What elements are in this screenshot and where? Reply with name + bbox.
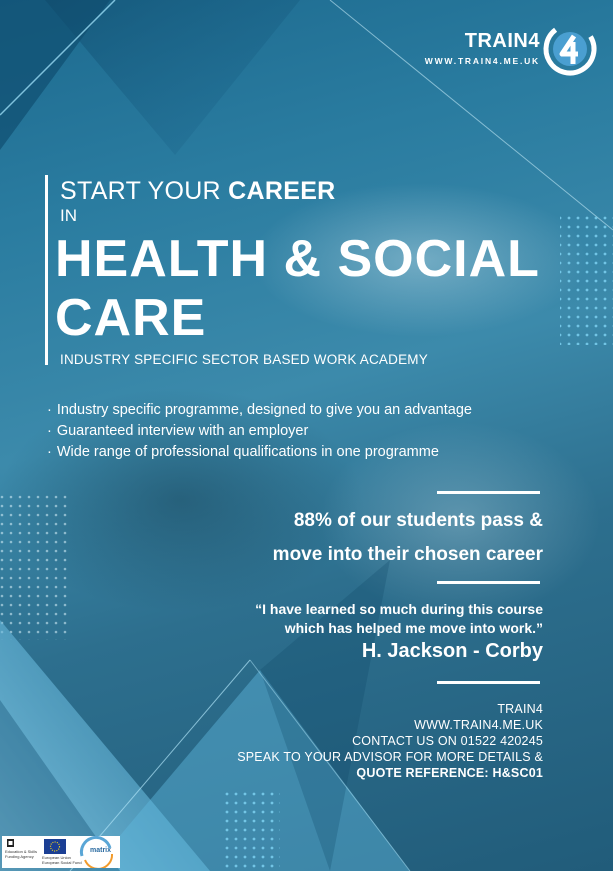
page-subtitle: INDUSTRY SPECIFIC SECTOR BASED WORK ACADEMY [60, 352, 428, 367]
benefits-list [47, 400, 472, 463]
divider [437, 681, 540, 684]
eu-name-line-1: European Union [42, 855, 71, 860]
headline-intro-bold: CAREER [228, 177, 336, 205]
esfa-name-line-1: Education & Skills [5, 849, 38, 854]
list-item: · Industry specific programme, designed to give you an advantage [47, 400, 472, 421]
testimonial-author: H. Jackson - Corby [361, 640, 543, 662]
headline-intro-light: START YOUR [60, 177, 221, 205]
eu-name-line-2: European Social Fund [42, 860, 82, 865]
partner-logos [2, 836, 120, 868]
divider [437, 581, 540, 584]
dots-pattern-bottom [220, 790, 280, 871]
testimonial-quote-line-1: “I have learned so much during this course [255, 601, 543, 617]
testimonial-quote-line-2: which has helped me move into work.” [284, 620, 543, 636]
train4-logo-icon [540, 18, 600, 80]
stat-line-1: 88% of our students pass & [293, 510, 543, 531]
contact-block [237, 701, 543, 781]
contact-url-link[interactable]: WWW.TRAIN4.ME.UK [414, 718, 543, 732]
headline-accent-bar [45, 175, 48, 365]
page-title-line-1: HEALTH & SOCIAL [55, 230, 540, 288]
contact-phone[interactable]: CONTACT US ON 01522 420245 [352, 734, 543, 748]
matrix-name: matrix [90, 847, 112, 854]
stat-line-2: move into their chosen career [272, 544, 543, 565]
contact-name: TRAIN4 [497, 702, 543, 716]
logo-url: WWW.TRAIN4.ME.UK [424, 56, 540, 66]
headline-in: IN [60, 206, 77, 225]
esfa-name-line-2: Funding Agency [5, 854, 34, 859]
headline-intro [60, 176, 336, 206]
dots-pattern-left [0, 490, 70, 640]
divider [437, 491, 540, 494]
logo-title: TRAIN4 [464, 30, 540, 52]
page-title-line-2: CARE [55, 289, 207, 347]
dots-pattern-right [560, 215, 613, 345]
list-item: · Guaranteed interview with an employer [47, 421, 472, 442]
train4-logo[interactable] [400, 18, 600, 82]
contact-reference: QUOTE REFERENCE: H&SC01 [356, 766, 543, 780]
contact-advisor-note: SPEAK TO YOUR ADVISOR FOR MORE DETAILS & [237, 750, 543, 764]
top-diamond [45, 0, 300, 155]
list-item: · Wide range of professional qualifications in one programme [47, 442, 472, 463]
